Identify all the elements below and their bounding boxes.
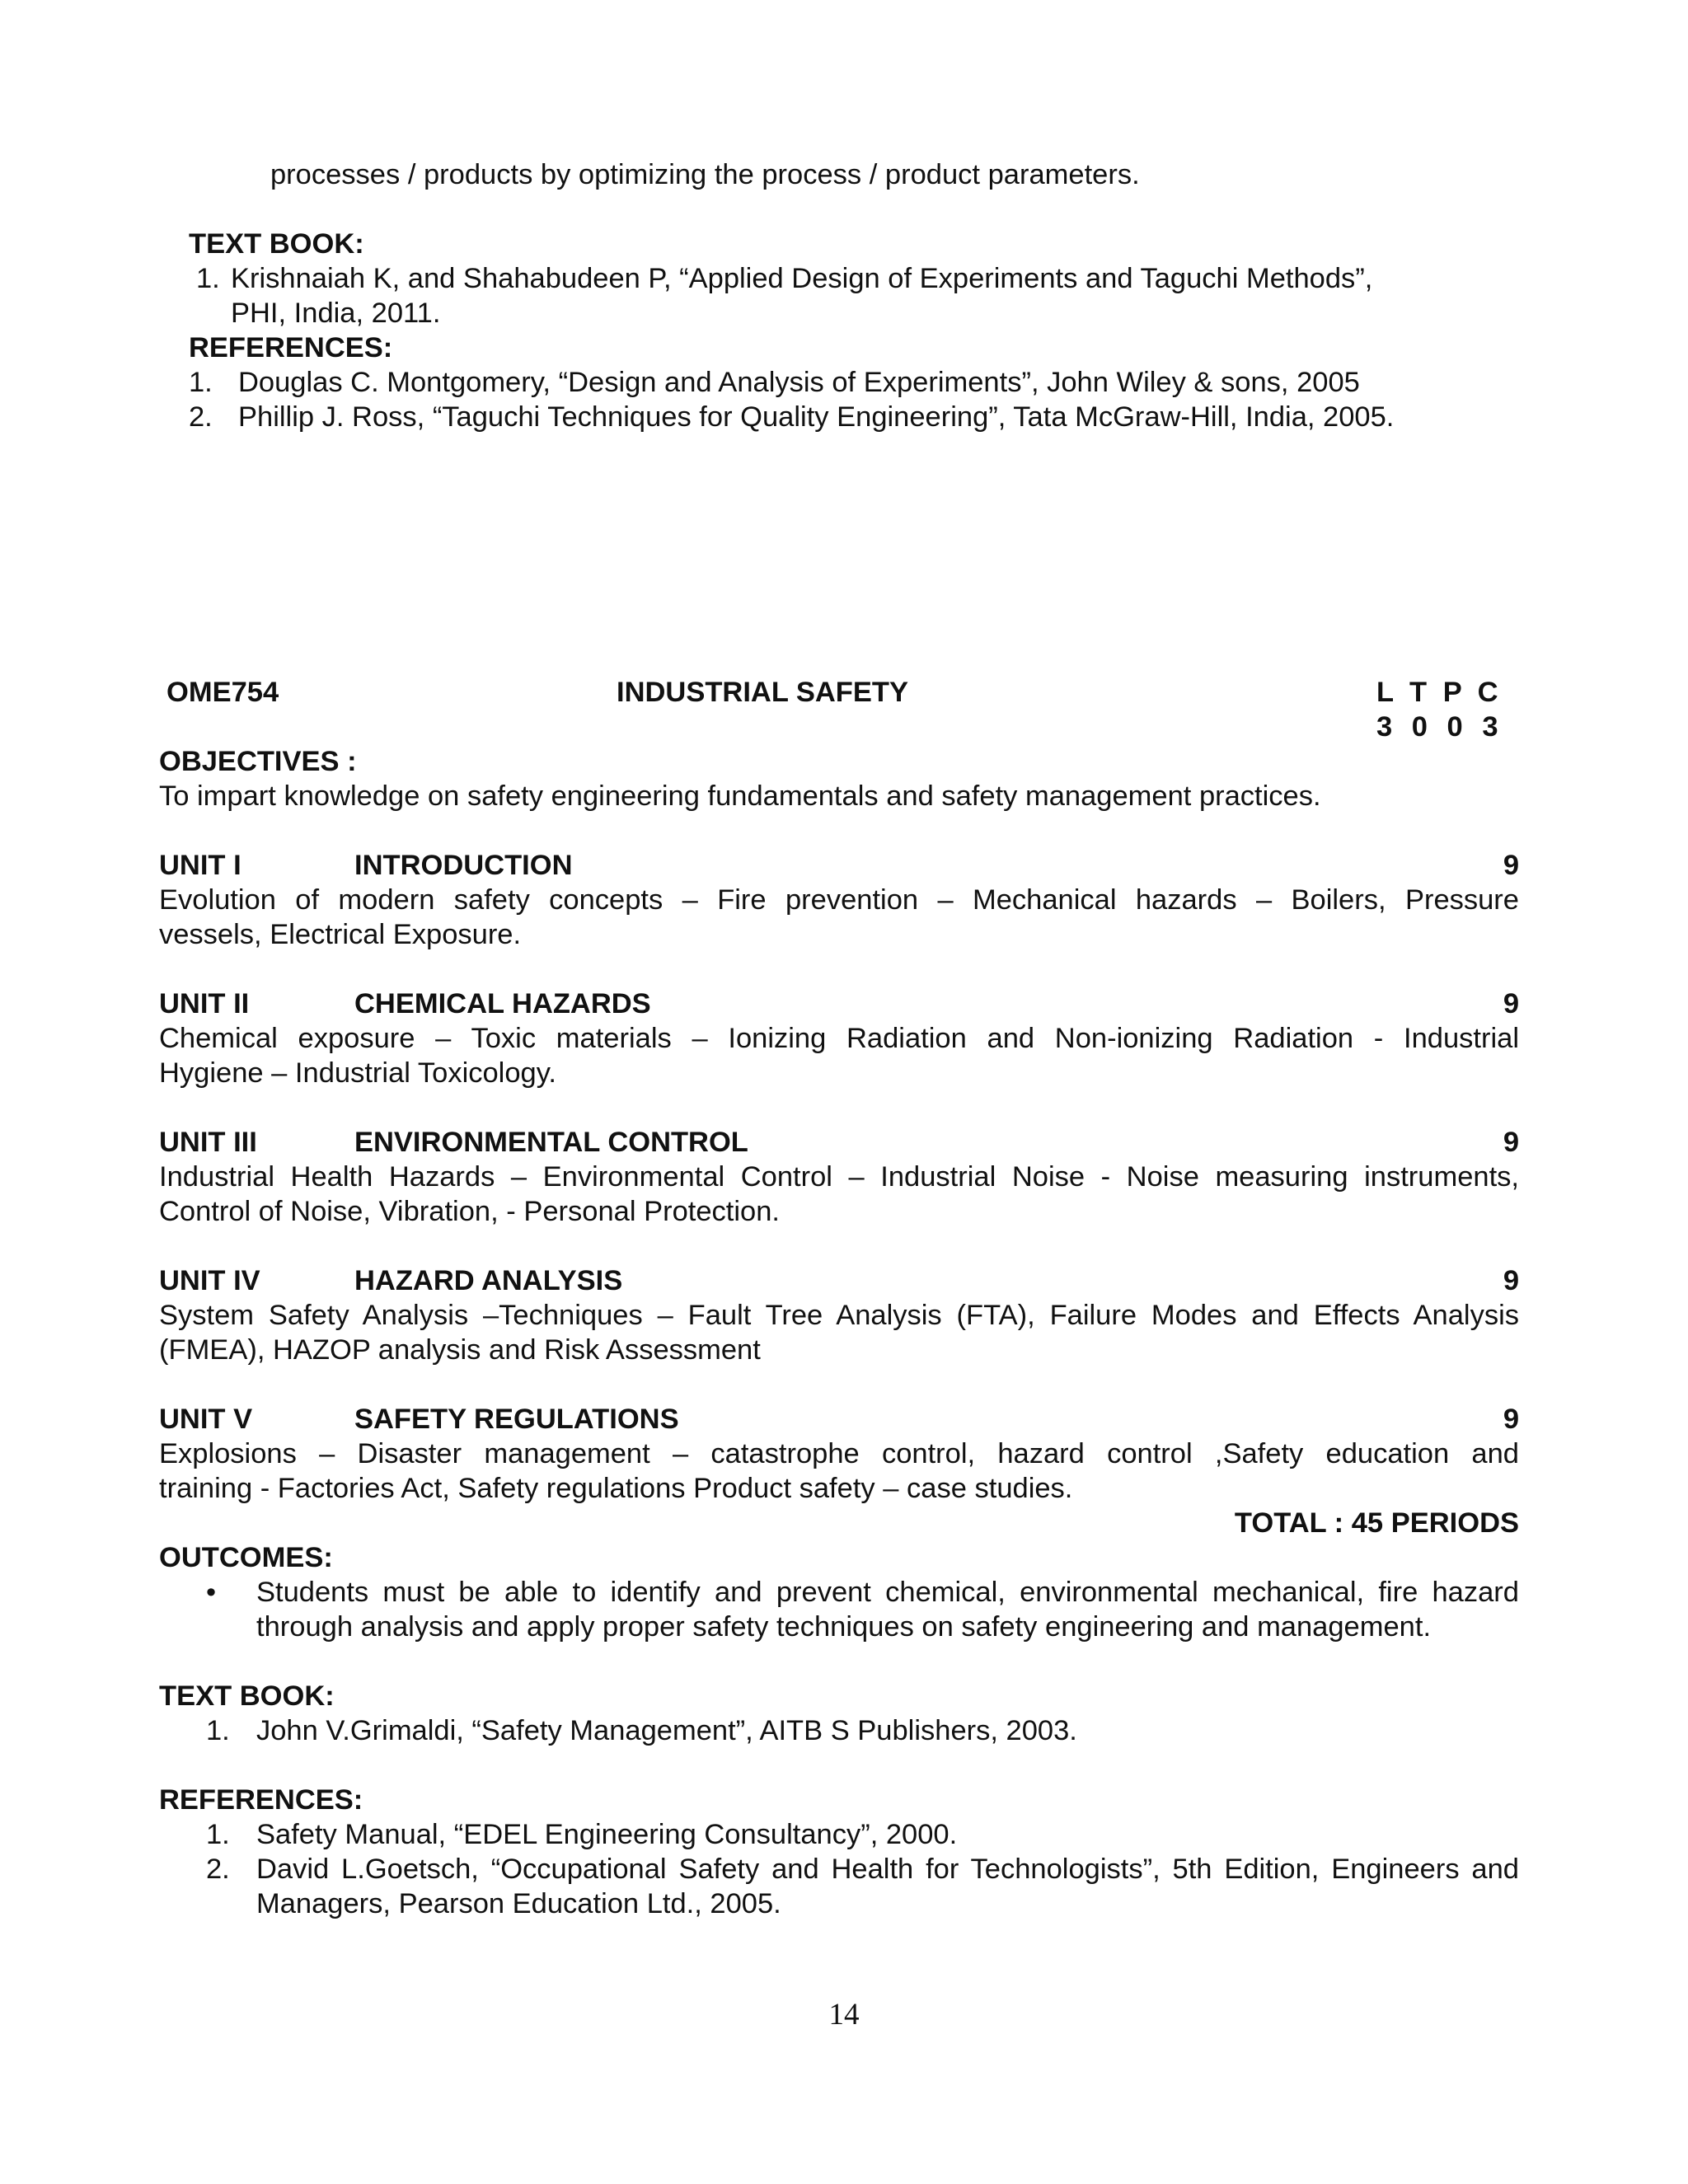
- text-book-1-num: 1.: [206, 1715, 230, 1746]
- outcome-text: Students must be able to identify and prevent chemical, environmental mechanical, fire hazard through analysis and apply proper safety techniques on safety engineering and management.: [256, 1577, 1519, 1643]
- unit-3-hours: 9: [1503, 1127, 1519, 1158]
- course-code: OME754: [166, 677, 279, 708]
- prev-ref-1-num: 1.: [189, 367, 213, 398]
- prev-text-book-1-line2: PHI, India, 2011.: [231, 298, 441, 329]
- unit-5-label: UNIT V: [159, 1404, 253, 1435]
- unit-4-line2: (FMEA), HAZOP analysis and Risk Assessment: [159, 1334, 761, 1366]
- prev-ref-2-num: 2.: [189, 401, 213, 433]
- objectives-text: To impart knowledge on safety engineering fundamentals and safety management practices.: [159, 780, 1321, 812]
- unit-4-title: HAZARD ANALYSIS: [354, 1265, 623, 1296]
- prev-text-book-1-line1: Krishnaiah K, and Shahabudeen P, “Applied Design of Experiments and Taguchi Methods”,: [231, 263, 1373, 294]
- ltpc-labels: L T P C: [1376, 677, 1498, 708]
- prev-ref-1: Douglas C. Montgomery, “Design and Analysis of Experiments”, John Wiley & sons, 2005: [238, 367, 1360, 398]
- unit-5-line2: training - Factories Act, Safety regulations Product safety – case studies.: [159, 1473, 1073, 1504]
- unit-5-line1: Explosions – Disaster management – catastrophe control, hazard control ,Safety education and: [159, 1438, 1519, 1469]
- outcomes-heading: OUTCOMES:: [159, 1542, 333, 1573]
- course-title: INDUSTRIAL SAFETY: [617, 677, 908, 708]
- prev-text-book-1-num: 1.: [196, 263, 220, 294]
- unit-2-line1: Chemical exposure – Toxic materials – Ionizing Radiation and Non-ionizing Radiation - Industrial: [159, 1023, 1519, 1054]
- unit-1-label: UNIT I: [159, 850, 241, 881]
- prev-outcome-tail: processes / products by optimizing the process / product parameters.: [270, 159, 1140, 190]
- unit-3-label: UNIT III: [159, 1127, 257, 1158]
- prev-text-book-heading: TEXT BOOK:: [189, 228, 364, 260]
- text-book-1: John V.Grimaldi, “Safety Management”, AITB S Publishers, 2003.: [256, 1715, 1077, 1746]
- ref-1: Safety Manual, “EDEL Engineering Consultancy”, 2000.: [256, 1819, 958, 1850]
- objectives-heading: OBJECTIVES :: [159, 746, 357, 777]
- unit-3-line1: Industrial Health Hazards – Environmental Control – Industrial Noise - Noise measuring instruments,: [159, 1161, 1519, 1193]
- unit-1-line2: vessels, Electrical Exposure.: [159, 919, 522, 950]
- ref-1-num: 1.: [206, 1819, 230, 1850]
- unit-2-label: UNIT II: [159, 988, 250, 1019]
- unit-5-hours: 9: [1503, 1404, 1519, 1435]
- total-periods: TOTAL : 45 PERIODS: [1234, 1507, 1519, 1539]
- unit-2-line2: Hygiene – Industrial Toxicology.: [159, 1057, 556, 1089]
- prev-ref-2: Phillip J. Ross, “Taguchi Techniques for Quality Engineering”, Tata McGraw-Hill, India, 2005.: [238, 401, 1395, 433]
- unit-4-line1: System Safety Analysis –Techniques – Fault Tree Analysis (FTA), Failure Modes and Effects Analysis: [159, 1300, 1519, 1331]
- text-book-heading: TEXT BOOK:: [159, 1680, 335, 1712]
- ltpc-values: 3 0 0 3: [1376, 711, 1498, 743]
- unit-5-title: SAFETY REGULATIONS: [354, 1404, 679, 1435]
- unit-2-hours: 9: [1503, 988, 1519, 1019]
- unit-3-line2: Control of Noise, Vibration, - Personal Protection.: [159, 1196, 780, 1227]
- ref-2: David L.Goetsch, “Occupational Safety and Health for Technologists”, 5th Edition, Engineers and Managers, Pearson Education Ltd., 2005.: [256, 1854, 1519, 1919]
- unit-2-title: CHEMICAL HAZARDS: [354, 988, 651, 1019]
- unit-4-label: UNIT IV: [159, 1265, 260, 1296]
- ref-2-num: 2.: [206, 1854, 230, 1885]
- references-heading: REFERENCES:: [159, 1784, 363, 1816]
- unit-3-title: ENVIRONMENTAL CONTROL: [354, 1127, 748, 1158]
- page-number: 14: [828, 1998, 860, 2032]
- unit-1-title: INTRODUCTION: [354, 850, 573, 881]
- outcome-bullet-icon: •: [206, 1577, 217, 1608]
- unit-4-hours: 9: [1503, 1265, 1519, 1296]
- prev-references-heading: REFERENCES:: [189, 332, 393, 363]
- unit-1-line1: Evolution of modern safety concepts – Fire prevention – Mechanical hazards – Boilers, Pressure: [159, 884, 1519, 916]
- unit-1-hours: 9: [1503, 850, 1519, 881]
